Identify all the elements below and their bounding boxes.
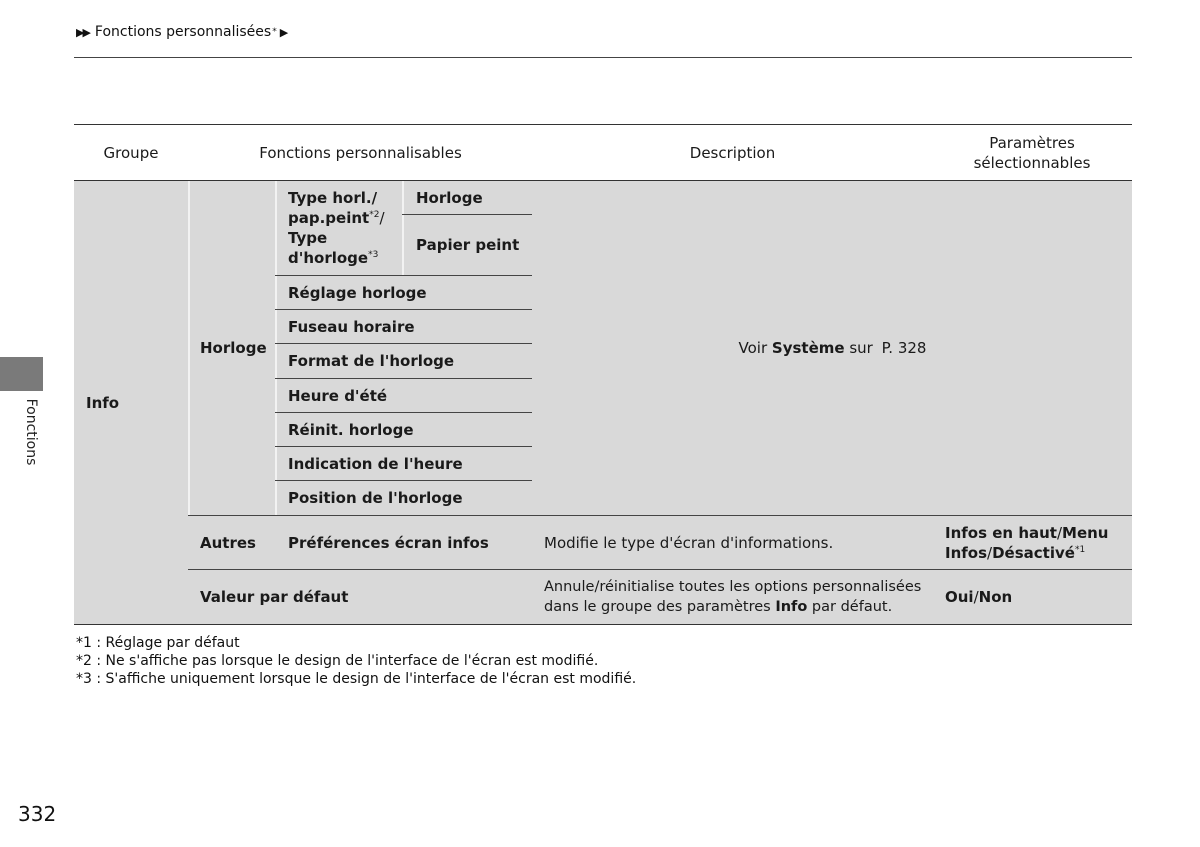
footnote-ref-1: *1: [1074, 545, 1086, 555]
list-item: Réinit. horloge: [288, 420, 414, 439]
slash: /: [379, 209, 385, 227]
group-info: Info: [86, 393, 120, 412]
desc-bold: Système: [771, 339, 845, 357]
param-d: Désactivé: [992, 544, 1075, 562]
autres-params-l2: [945, 543, 1109, 563]
col-fonctions: Fonctions personnalisables: [259, 143, 462, 162]
list-item: Indication de l'heure: [288, 454, 463, 473]
breadcrumb-star: *: [272, 27, 277, 37]
footnote-ref-3: *3: [368, 250, 379, 260]
valeur-desc-l1: Annule/réinitialise toutes les options personnalisées: [544, 579, 922, 595]
footnote-3: *3 : S'affiche uniquement lorsque le design de l'interface de l'écran est modifié.: [76, 671, 637, 687]
breadcrumb: [76, 24, 288, 40]
valeur-desc-l2: [544, 597, 921, 617]
list-item: Heure d'été: [288, 386, 388, 405]
col-parametres-l1: Paramètres: [989, 133, 1075, 152]
option-horloge: Horloge: [416, 188, 483, 207]
valeur-description: [544, 577, 921, 617]
param-c: Infos: [945, 544, 988, 562]
subgroup-autres: Autres: [200, 533, 256, 552]
list-item: Format de l'horloge: [288, 352, 455, 370]
desc-mid: sur: [844, 339, 878, 357]
valeur-params: [945, 570, 1012, 624]
footnotes: [76, 634, 636, 688]
type-line2: [288, 208, 385, 228]
footnote-1: *1 : Réglage par défaut: [76, 635, 240, 651]
desc-l2-bold: Info: [775, 599, 808, 615]
footnote-ref-2: *2: [369, 210, 380, 220]
type-line4-text: d'horloge: [288, 249, 369, 267]
col-description: Description: [689, 143, 776, 162]
type-line4: [288, 248, 385, 268]
col-parametres-l2: sélectionnables: [973, 153, 1091, 172]
header-rule: [74, 57, 1132, 58]
page-link[interactable]: P. 328: [881, 339, 927, 357]
section-tab: [0, 357, 43, 391]
desc-l2-pre: dans le groupe des paramètres: [544, 599, 776, 615]
param-b: Menu: [1062, 524, 1109, 542]
param-non: Non: [978, 588, 1013, 606]
arrow-right-icon: ▶: [279, 25, 289, 39]
horloge-description: [533, 181, 1132, 515]
desc-l2-post: par défaut.: [807, 599, 893, 615]
desc-pre: Voir: [738, 339, 772, 357]
page-number: 332: [18, 802, 57, 826]
divider: [275, 181, 277, 515]
footnote-2: *2 : Ne s'affiche pas lorsque le design de l'interface de l'écran est modifié.: [76, 653, 599, 669]
list-item: Position de l'horloge: [288, 489, 463, 507]
divider: [188, 181, 190, 515]
table-body: [74, 181, 1132, 625]
breadcrumb-label: Fonctions personnalisées: [94, 24, 272, 40]
col-parametres: [932, 125, 1132, 180]
param-oui: Oui: [945, 588, 974, 606]
list-item: Réglage horloge: [288, 283, 427, 302]
param-a: Infos en haut: [945, 524, 1057, 542]
spec-table: [74, 124, 1132, 625]
type-horloge-label: [288, 188, 385, 268]
sep: /: [1056, 524, 1063, 542]
divider: [402, 181, 404, 275]
subgroup-horloge: Horloge: [200, 339, 267, 357]
table-header: [74, 124, 1132, 181]
autres-description: Modifie le type d'écran d'informations.: [544, 533, 834, 552]
section-tab-label: Fonctions: [23, 398, 39, 466]
sep: /: [973, 588, 979, 606]
fonction-preferences: Préférences écran infos: [288, 533, 489, 552]
type-line2-text: pap.peint: [288, 209, 370, 227]
autres-params: [945, 523, 1109, 563]
type-line3: Type: [288, 229, 328, 247]
autres-params-l1: [945, 523, 1109, 543]
col-groupe: Groupe: [103, 143, 159, 162]
double-arrow-icon: ▶▶: [76, 25, 89, 39]
valeur-par-defaut: Valeur par défaut: [200, 588, 349, 606]
list-item: Fuseau horaire: [288, 317, 415, 336]
sep: /: [987, 544, 993, 562]
type-line1: Type horl./: [288, 189, 378, 207]
option-papier-peint: Papier peint: [416, 236, 520, 254]
